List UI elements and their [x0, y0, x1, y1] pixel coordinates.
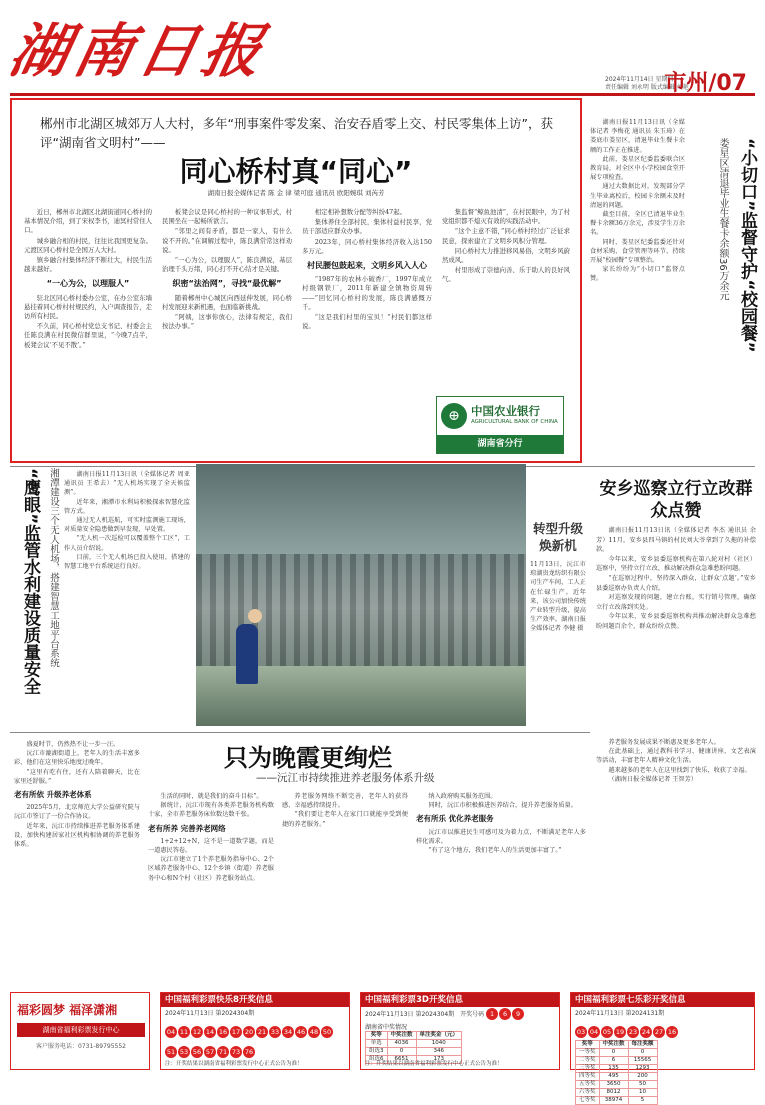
- lottery-ball: 17: [231, 1028, 241, 1036]
- lottery-ball: 23: [628, 1028, 638, 1036]
- feature-column-2: [162, 208, 292, 332]
- lottery-qlc: [570, 992, 755, 1103]
- table-cell: 组选6: [366, 1056, 388, 1064]
- lottery-ball: 57: [205, 1048, 215, 1056]
- table-row: [576, 1049, 658, 1057]
- paragraph: 2025年5月，北京师范大学公益研究院与沅江市签订了一份合作协议。: [14, 804, 140, 821]
- lottery-ball: 6: [499, 1008, 511, 1020]
- paragraph: “在巡察过程中，坚持深入群众，让群众‘点题’。”安乡县委巡察办负责人介绍。: [596, 574, 756, 592]
- paragraph: 同时，娄星区纪委监委还针对食材采购、食堂管理等环节，持续开展“校园餐”专项整治。: [590, 238, 685, 265]
- feature-column-3: [302, 208, 432, 332]
- lottery-ball: 04: [166, 1028, 176, 1036]
- paragraph: 对巡察发现的问题，建立台账，实行销号管理，确保立行立改落到实处。: [596, 594, 756, 611]
- section-label: 市州/07: [664, 71, 747, 96]
- bank-name-en: AGRICULTURAL BANK OF CHINA: [471, 419, 558, 425]
- lottery-ball: 19: [615, 1028, 625, 1036]
- feature-subheading: “一心为公，以理服人”: [46, 279, 130, 289]
- lottery-kl8: [160, 992, 350, 1070]
- table-cell: 1040: [416, 1040, 462, 1048]
- feature-byline: 湖南日报全媒体记者 陈 金 律 梁可庭 通讯员 欧阳婉琪 刘芮芳: [207, 189, 385, 197]
- paragraph: “这是我们村里的宝贝！”村民们都这样说。: [302, 313, 432, 331]
- table-cell: 七等奖: [576, 1097, 600, 1105]
- lottery-ball: 11: [179, 1028, 189, 1036]
- right-top-article-body: [590, 118, 685, 284]
- table-cell: 15565: [628, 1057, 657, 1065]
- paragraph: 越来越多的老年人在这里找到了快乐，收获了幸福。: [608, 766, 751, 774]
- table-cell: 六等奖: [576, 1089, 600, 1097]
- issue-editors: 责任编辑 刘永明 版式编辑 刘艳: [605, 84, 689, 91]
- table-cell: 3650: [599, 1081, 628, 1089]
- subheadline: 湘潭建设三个无人机场，搭建智慧工地平台系统: [48, 468, 59, 668]
- lottery-ball: 9: [512, 1008, 524, 1020]
- table-header-row: [366, 1032, 462, 1040]
- paragraph: 湖南日报11月13日讯（全媒体记者 李梅花 通讯员 朱玉琦）在娄底市娄星区，清退毕业生餐卡余额的工作正在推进。: [590, 119, 685, 154]
- photo-caption-title: 转型升级焕新机: [532, 521, 583, 553]
- paragraph: 板凳会议是同心桥村的一种议事形式，村民围坐在一起畅所欲言。: [162, 208, 292, 226]
- table-row: [576, 1073, 658, 1081]
- paragraph: 生活的同时，就是我们的奋斗目标”。: [160, 793, 263, 800]
- paragraph: “有了这个地方，我们老年人的生活更加丰富了。”: [428, 847, 562, 855]
- lottery-note: 注：开奖结果以湖南省福利彩票发行中心正式公告为准！: [365, 1061, 503, 1067]
- lottery-title: 中国福利彩票七乐彩开奖信息: [571, 993, 754, 1007]
- left-mid-article-body: [64, 470, 190, 571]
- table-cell: 一等奖: [576, 1049, 600, 1057]
- paragraph: 沅江市漉湖街道上，老年人的生活丰富多彩，他们在这里快乐地度过晚年。: [14, 750, 140, 767]
- paragraph: 养老服务网络不断完善，老年人的获得感、幸福感持续提升。: [282, 793, 408, 810]
- lottery-ball: 48: [309, 1028, 319, 1036]
- lottery-ball: 16: [218, 1028, 228, 1036]
- lottery-ball: 51: [166, 1048, 176, 1056]
- lottery-section: [10, 992, 755, 1103]
- lottery-ball: 21: [257, 1028, 267, 1036]
- lottery-ball: 34: [283, 1028, 293, 1036]
- paragraph: （湖南日报全媒体记者 王智芳）: [608, 775, 697, 783]
- lottery-ball: 12: [192, 1028, 202, 1036]
- lottery-title: 中国福利彩票快乐8开奖信息: [161, 993, 349, 1007]
- table-cell: 0: [599, 1049, 628, 1057]
- lottery-ball: 76: [244, 1048, 254, 1056]
- table-cell: 6: [599, 1057, 628, 1065]
- right-mid-article-body: [596, 526, 756, 632]
- lottery-ball: 16: [667, 1028, 677, 1036]
- table-cell: 五等奖: [576, 1081, 600, 1089]
- table-cell: 二等奖: [576, 1057, 600, 1065]
- table-cell: 0: [628, 1049, 657, 1057]
- lottery-ball: 05: [602, 1028, 612, 1036]
- table-row: [576, 1089, 658, 1097]
- headline: “鹰眼”监管水利建设质量安全: [20, 468, 40, 695]
- paragraph: “一心为公，以理服人”，陈良满说，基层治理千头万绪，同心打不开心结才是关键。: [162, 256, 292, 274]
- paragraph: 近日，郴州市北湖区北湖街道同心桥村的基本情况介绍，到了宋权李书，迪冥村常住人口。: [24, 208, 152, 235]
- paragraph: 近年来，沅江市持续推进养老服务体系建设，加快构建居家社区机构相协调的养老服务体系。: [14, 822, 140, 849]
- paragraph: 通过无人机巡航，可实时监测施工现场，对质量安全隐患做到早发现、早处置。: [64, 517, 190, 534]
- lottery-ball: 56: [192, 1048, 202, 1056]
- paragraph: 驻北区同心桥村委办公室，在办公室东墙悬挂着同心桥村村规民约，入户调查报告，走访所有村民。: [24, 293, 152, 321]
- lottery-3d: [360, 992, 560, 1070]
- table-cell: 组选3: [366, 1048, 388, 1056]
- left-vertical-headline: [10, 468, 60, 728]
- lottery-date: [361, 1007, 559, 1022]
- paragraph: “这里有吃有住，还有人陪着聊天，比在家里还舒服。”: [14, 768, 140, 785]
- paragraph: 目前，三个无人机场已投入使用，搭建的智慧工地平台系统运行良好。: [64, 553, 190, 571]
- paragraph: 城乡融合相的村民，往往比我国更复杂。元渡区同心桥村是全国万人大村。: [24, 236, 152, 254]
- lottery-ball: 53: [179, 1048, 189, 1056]
- feature-article: [10, 98, 582, 463]
- table-row: [576, 1097, 658, 1105]
- bank-name: 中国农业银行: [471, 404, 540, 418]
- divider: [10, 732, 590, 733]
- paragraph: 集监督“鲸鱼池清”，在村民眼中，为了村党组织都不熄灭有效的实践活动中。: [442, 208, 570, 226]
- lottery-ball: 1: [486, 1008, 498, 1020]
- paragraph: “邻里之间有矛盾，都是一家人，有什么说不开的。”在调解过程中，陈良满常常这样劝说。: [162, 227, 292, 254]
- paragraph: 此前，娄星区纪委监委联合区教育局，对全区中小学校园食堂开展专项检查。: [590, 155, 685, 182]
- table-title: 湖南省中奖情况: [365, 1024, 408, 1031]
- paragraph: 家长纷纷为“小切口”监督点赞。: [590, 266, 685, 283]
- lottery-ball: 24: [641, 1028, 651, 1036]
- ad-issuer: 湖南省福利彩票发行中心: [17, 1023, 145, 1037]
- feature-subtitle: 郴州市北湖区城郊万人大村，多年“刑事案件零发案、治安吞盾零上交、村民零集体上访”，获评“湖南省文明村”——: [40, 116, 553, 150]
- lottery-ball: 04: [589, 1028, 599, 1036]
- lottery-note: 注：开奖结果以湖南省福利彩票发行中心正式公告为准！: [165, 1061, 303, 1067]
- table-cell: 单选: [366, 1040, 388, 1048]
- table-row: [576, 1057, 658, 1065]
- bottom-headline: 只为晚霞更绚烂: [224, 744, 392, 772]
- lottery-date: 2024年11月13日 第2024304期: [165, 1010, 255, 1017]
- bottom-column-2: [148, 792, 274, 883]
- paragraph: 在此基础上，通过教科书学习、健康讲座、文艺表演等活动，丰富老年人精神文化生活。: [596, 748, 756, 765]
- table-cell: 346: [416, 1048, 462, 1056]
- table-cell: 50: [628, 1081, 657, 1089]
- column-header: 奖等: [366, 1032, 388, 1040]
- lottery-ball: 14: [205, 1028, 215, 1036]
- paragraph: 集体养住全部村民，集体村益村民享，党员干部适应群众办事。: [302, 218, 432, 236]
- paragraph: 纳入政府购买服务范围。: [428, 793, 497, 800]
- paragraph: 同心桥村大力推进移风易俗，文明乡风蔚然成风。: [442, 246, 570, 265]
- right-top-vertical-headline: [692, 138, 758, 463]
- table-cell: 四等奖: [576, 1073, 600, 1081]
- prize-table: [575, 1040, 658, 1105]
- subheadline: 娄星区清退毕业生餐卡余额36万余元: [717, 138, 728, 301]
- paragraph: 湖南日报11月13日讯（全媒体记者 周亚 通讯员 王希去）“无人机场实现了全天候监测”。: [64, 471, 190, 497]
- bank-advertisement: [436, 396, 564, 454]
- masthead: [0, 0, 765, 96]
- section-heading: 老有所依 升级养老体系: [14, 790, 92, 800]
- table-cell: 173: [416, 1056, 462, 1064]
- lottery-ball: 27: [654, 1028, 664, 1036]
- column-header: 每注奖额: [628, 1041, 657, 1049]
- table-cell: 4036: [387, 1040, 416, 1048]
- paragraph: 养老服务发展成果不断惠及更多老年人。: [608, 739, 720, 746]
- ad-phone: 客户服务电话：0731-89795552: [36, 1043, 126, 1050]
- newspaper-logo: 湖南日报: [3, 17, 275, 85]
- lottery-numbers: [161, 1018, 349, 1060]
- paragraph: 镇乡融合村集体经济不断壮大，村民生活越来越好。: [24, 256, 152, 274]
- paragraph: 截至目前，全区已清退毕业生餐卡余额36万余元，涉及学生万余名。: [590, 211, 685, 237]
- paragraph: “无人机一次巡检可以覆盖整个工区”，工作人员介绍说。: [64, 535, 190, 552]
- paragraph: 不久前，同心桥村党总支书记、村委会主任陈良满在村民微信群里说，“今晚7点半，板凳会议‘不见不散’。”: [24, 322, 152, 349]
- paragraph: “阿姨，这事你放心，法律有规定，我们按法办事。”: [162, 313, 292, 331]
- headline: “小切口”监督守护“校园餐”: [737, 138, 757, 353]
- table-row: [366, 1048, 462, 1056]
- lottery-ball: 71: [218, 1048, 228, 1056]
- lottery-title: 中国福利彩票3D开奖信息: [361, 993, 559, 1007]
- column-header: 中奖注数: [599, 1041, 628, 1049]
- feature-column-4: [442, 208, 570, 286]
- paragraph: 近年来，湘潭市水利局积极探索智慧化监管方式。: [64, 498, 190, 515]
- table-cell: 200: [628, 1073, 657, 1081]
- table-cell: 8012: [599, 1089, 628, 1097]
- lottery-ball: 50: [322, 1028, 332, 1036]
- lottery-ball: 73: [231, 1048, 241, 1056]
- feature-column-1: [24, 208, 152, 351]
- paragraph: 村里形成了崇德向善、乐于助人的良好风气。: [442, 266, 570, 284]
- bank-branch: 湖南省分行: [437, 435, 563, 453]
- feature-headline: 同心桥村真“同心”: [179, 155, 413, 188]
- lottery-numbers: [571, 1018, 754, 1040]
- table-cell: 0: [387, 1048, 416, 1056]
- paragraph: 2023年，同心桥村集体经济收入达150多万元。: [302, 237, 432, 255]
- table-cell: 495: [599, 1073, 628, 1081]
- photo-caption: 11月13日，沅江市琼湖贵龙纺织有限公司生产车间，工人正在忙碌生产。近年来，该公司加快传统产业转型升级，提高生产效率。湖南日报全媒体记者 李健 摄: [530, 561, 586, 633]
- right-mid-headline: 安乡巡察立行立改群众点赞: [599, 479, 753, 521]
- table-cell: 38974: [599, 1097, 628, 1105]
- table-header-row: [576, 1041, 658, 1049]
- table-cell: 10: [628, 1089, 657, 1097]
- paragraph: 沅江市以推进民生可感可及为着力点，不断满足老年人多样化需求。: [416, 828, 586, 845]
- table-cell: 5: [628, 1097, 657, 1105]
- bottom-column-4: [416, 792, 586, 855]
- issue-date: 2024年11月14日 星期四: [605, 76, 674, 83]
- paragraph: 今年以来，安乡县委巡察机构共推动解决群众急难愁盼问题百余个，群众纷纷点赞。: [596, 613, 756, 630]
- bottom-subheadline: ——沅江市持续推进养老服务体系升级: [256, 772, 435, 784]
- factory-photo: [196, 464, 526, 726]
- table-row: [576, 1081, 658, 1089]
- lottery-ball: 03: [576, 1028, 586, 1036]
- table-row: [576, 1065, 658, 1073]
- paragraph: 今年以来，安乡县委巡察机构在第八轮对村（社区）巡察中，坚持立行立改，推动解决群众急难愁盼问题。: [596, 555, 756, 573]
- paragraph: 同时，沅江市积极推进医养结合，提升养老服务质量。: [428, 802, 577, 810]
- paragraph: 盛夏时节，仍然热不让一步一汪。: [26, 741, 120, 748]
- lottery-ball: 20: [244, 1028, 254, 1036]
- paragraph: “我们要让老年人在家门口就能享受到便捷的养老服务。”: [282, 811, 408, 828]
- table-cell: 1293: [628, 1065, 657, 1073]
- table-row: [366, 1040, 462, 1048]
- masthead-rule: [10, 93, 755, 96]
- ad-slogan: 福彩圆梦 福泽潇湘: [17, 1003, 118, 1017]
- column-header: 单注奖金（元）: [416, 1032, 462, 1040]
- lottery-ball: 33: [270, 1028, 280, 1036]
- section-heading: 老有所养 完善养老网络: [148, 823, 226, 833]
- lottery-date: 2024年11月13日 第2024131期: [575, 1010, 665, 1017]
- column-header: 奖等: [576, 1041, 600, 1049]
- bottom-column-1: [14, 740, 140, 849]
- feature-subheading: 村民腰包鼓起来，文明乡风入人心: [307, 261, 427, 271]
- paragraph: “1987年的农林小破香厂，1997年成立村级钢铁厂，2011年新建全镇物资周转——”回忆同心桥村的发展，陈良满感慨万千。: [302, 275, 432, 311]
- table-cell: 6651: [387, 1056, 416, 1064]
- paragraph: 通过大数据比对，发现部分学生毕业离校后，校园卡余额未及时清退的问题。: [590, 183, 685, 209]
- paragraph: 湖南日报11月13日讯（全媒体记者 李杰 通讯员 余芳）11月，安乡县四马镇的村民刘大爷拿到了久拖的补偿款。: [596, 527, 756, 554]
- table-cell: 135: [599, 1065, 628, 1073]
- paragraph: 1+2+12+N，这不是一道数学题，而是一道惠民答卷。: [148, 837, 274, 855]
- welfare-lottery-ad: [10, 992, 150, 1070]
- lottery-numbers: [486, 1011, 525, 1018]
- numbers-label: 开奖号码: [460, 1011, 485, 1018]
- bottom-column-5: [596, 738, 756, 784]
- draw-date: 2024年11月13日 第2024304期: [365, 1011, 455, 1018]
- paragraph: 沅江市建立了1个养老服务指导中心、2个区域养老服务中心、12个乡镇（街道）养老服务中心和N个村（社区）养老服务站点。: [148, 856, 274, 882]
- bottom-column-3: [282, 792, 408, 829]
- table-cell: 三等奖: [576, 1065, 600, 1073]
- section-heading: 老有所乐 优化养老服务: [416, 814, 494, 824]
- column-header: 中奖注数: [387, 1032, 416, 1040]
- paragraph: 据统计，沅江市现有各类养老服务机构数十家，全市养老服务床位数达数千张。: [148, 802, 274, 819]
- lottery-ball: 46: [296, 1028, 306, 1036]
- feature-subheading: 织密“法治网”，寻找“最优解”: [172, 279, 282, 289]
- paragraph: 相定相补想数分配等纠纷47起。: [314, 208, 407, 216]
- paragraph: 随着郴州中心城区向西延伸发展，同心桥村发展迎来新机遇，也面临新挑战。: [162, 293, 292, 311]
- paragraph: “这个主意不错，”同心桥村经过广泛征求民意，探索建立了文明乡风积分管理。: [442, 227, 570, 245]
- bank-logo-icon: ⊕: [441, 403, 467, 429]
